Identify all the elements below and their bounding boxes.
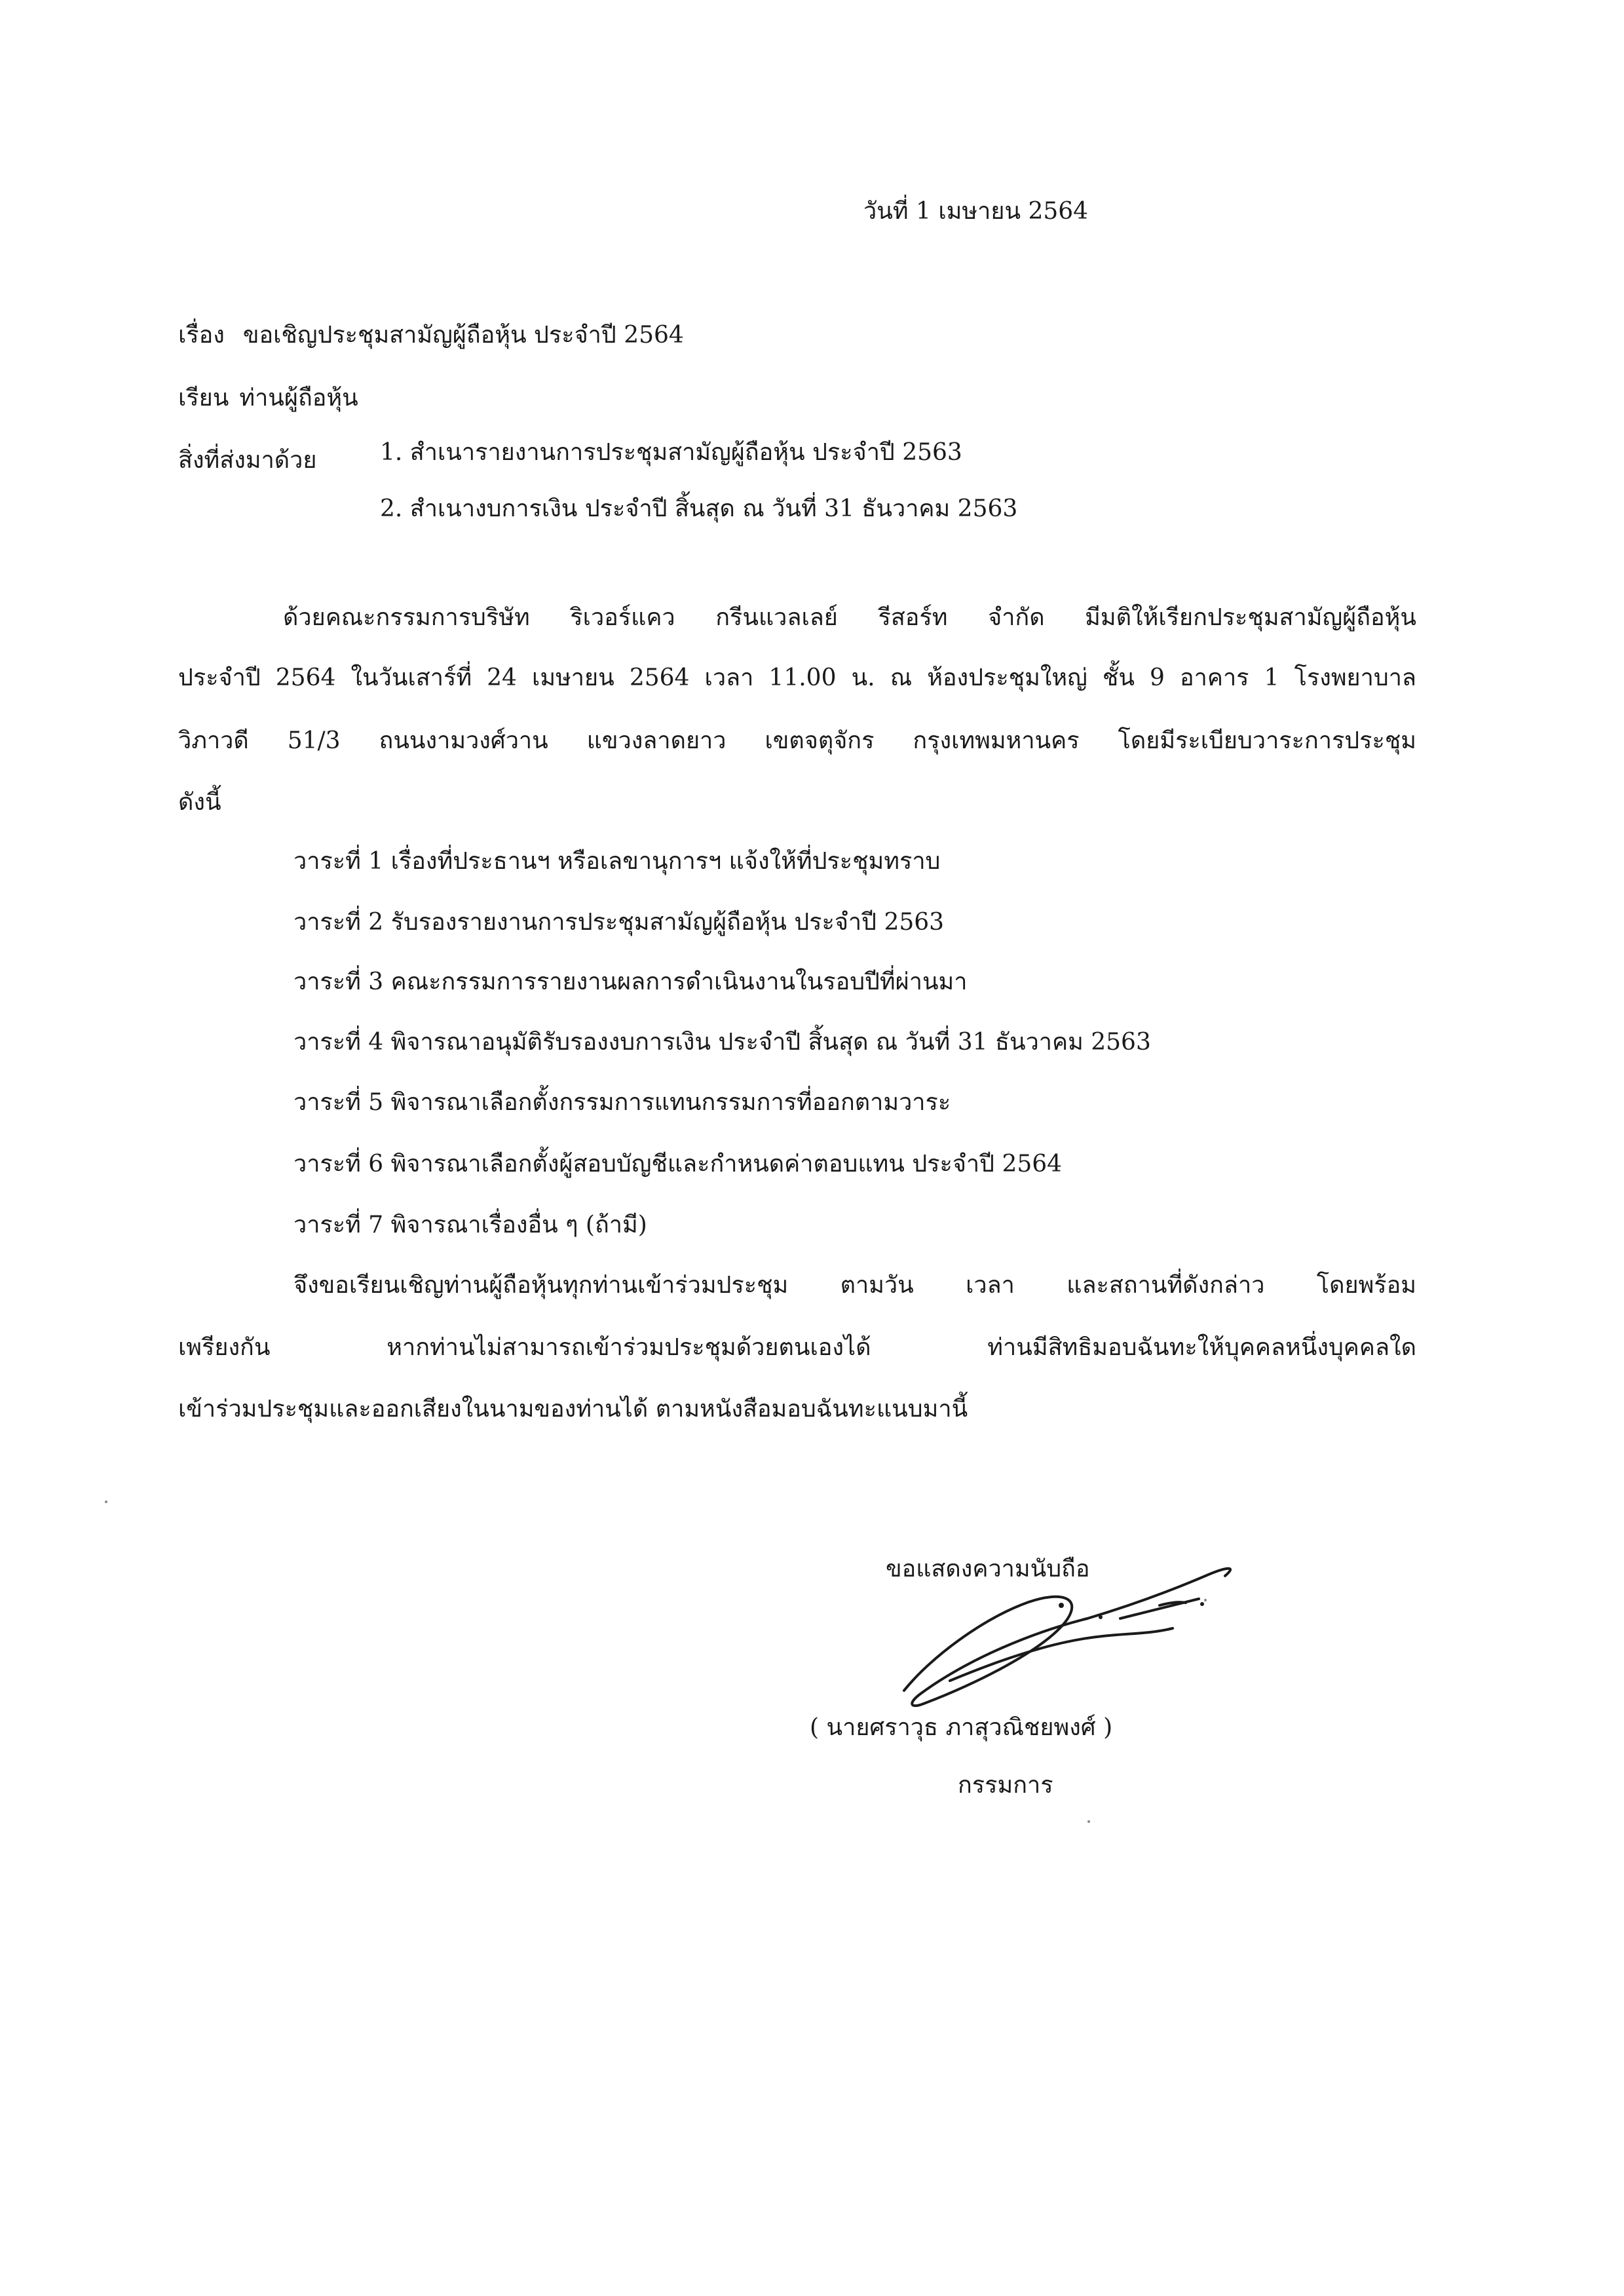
letter-date: วันที่ 1 เมษายน 2564 (863, 198, 1089, 225)
sign-off-greeting: ขอแสดงความนับถือ (886, 1556, 1090, 1582)
subject-line (178, 319, 684, 352)
closing-line-1: จึงขอเรียนเชิญท่านผู้ถือหุ้นทุกท่านเข้าร่วมประชุม ตามวัน เวลา และสถานที่ดังกล่าว โดยพร้อม (293, 1272, 1416, 1299)
closing-line-3: เข้าร่วมประชุมและออกเสียงในนามของท่านได้ ตามหนังสือมอบฉันทะแนบมานี้ (178, 1396, 968, 1423)
agenda-item-4: วาระที่ 4 พิจารณาอนุมัติรับรองงบการเงิน ประจำปี สิ้นสุด ณ วันที่ 31 ธันวาคม 2563 (293, 1029, 1151, 1056)
closing-line-2: เพรียงกัน หากท่านไม่สามารถเข้าร่วมประชุมด้วยตนเองได้ ท่านมีสิทธิมอบฉันทะให้บุคคลหนึ่งบุคคลใด (178, 1334, 1416, 1361)
agenda-item-6: วาระที่ 6 พิจารณาเลือกตั้งผู้สอบบัญชีและกำหนดค่าตอบแทน ประจำปี 2564 (293, 1151, 1063, 1177)
scan-speck (1204, 1599, 1207, 1601)
scan-speck (105, 1501, 107, 1503)
signer-name: ( นายศราวุธ ภาสุวณิชยพงศ์ ) (810, 1714, 1113, 1741)
signer-title: กรรมการ (958, 1772, 1053, 1799)
enclosure-item-1: 1. สำเนารายงานการประชุมสามัญผู้ถือหุ้น ประจำปี 2563 (380, 439, 962, 466)
subject-label: เรื่อง (178, 322, 225, 349)
enclosures-label: สิ่งที่ส่งมาด้วย (178, 447, 317, 474)
enclosure-item-2: 2. สำเนางบการเงิน ประจำปี สิ้นสุด ณ วันที่ 31 ธันวาคม 2563 (380, 495, 1018, 522)
agenda-item-2: วาระที่ 2 รับรองรายงานการประชุมสามัญผู้ถือหุ้น ประจำปี 2563 (293, 909, 945, 936)
recipient-line (178, 382, 358, 415)
intro-line-1: ด้วยคณะกรรมการบริษัท ริเวอร์แคว กรีนแวลเลย์ รีสอร์ท จำกัด มีมติให้เรียกประชุมสามัญผู้ถือหุ้น (283, 604, 1416, 631)
intro-line-3: วิภาวดี 51/3 ถนนงามวงศ์วาน แขวงลาดยาว เขตจตุจักร กรุงเทพมหานคร โดยมีระเบียบวาระการประชุม (178, 727, 1416, 754)
subject-text: ขอเชิญประชุมสามัญผู้ถือหุ้น ประจำปี 2564 (242, 322, 684, 349)
scan-speck (1087, 1820, 1090, 1823)
recipient-text: ท่านผู้ถือหุ้น (239, 385, 358, 411)
intro-line-2: ประจำปี 2564 ในวันเสาร์ที่ 24 เมษายน 2564 เวลา 11.00 น. ณ ห้องประชุมใหญ่ ชั้น 9 อาคาร 1 โรงพยาบาล (178, 664, 1416, 691)
recipient-label: เรียน (178, 385, 229, 411)
agenda-item-5: วาระที่ 5 พิจารณาเลือกตั้งกรรมการแทนกรรมการที่ออกตามวาระ (293, 1089, 951, 1116)
agenda-item-3: วาระที่ 3 คณะกรรมการรายงานผลการดำเนินงานในรอบปีที่ผ่านมา (293, 968, 968, 995)
handwritten-signature (871, 1540, 1277, 1736)
agenda-item-1: วาระที่ 1 เรื่องที่ประธานฯ หรือเลขานุการฯ แจ้งให้ที่ประชุมทราบ (293, 848, 941, 875)
intro-line-4: ดังนี้ (178, 789, 221, 816)
agenda-item-7: วาระที่ 7 พิจารณาเรื่องอื่น ๆ (ถ้ามี) (293, 1212, 647, 1238)
